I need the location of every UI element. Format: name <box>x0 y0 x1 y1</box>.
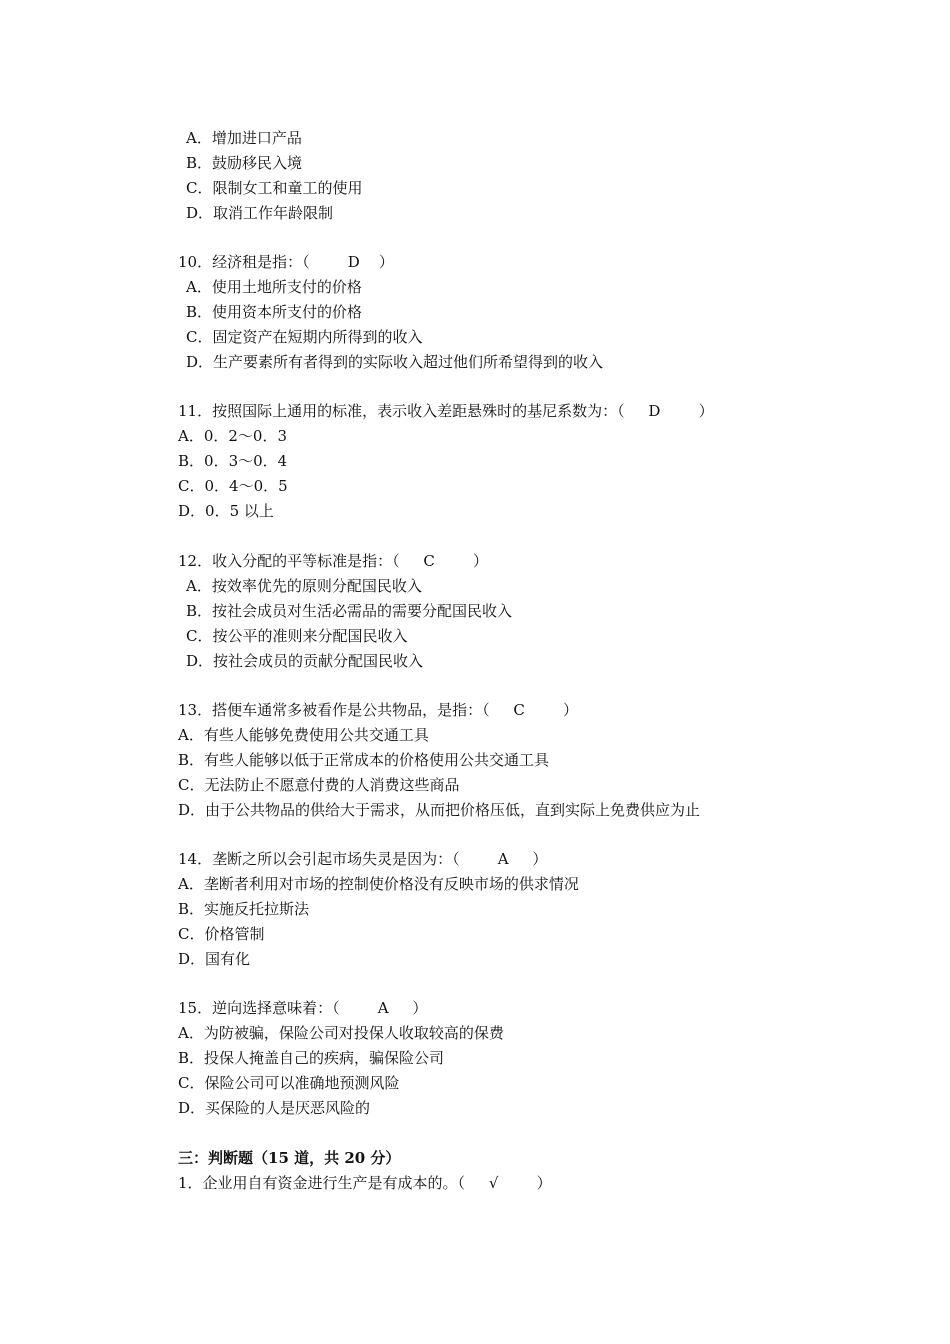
option-line: C．0．4～0．5 <box>178 477 288 495</box>
option-line: A．0．2～0．3 <box>178 427 288 445</box>
option-line: D．国有化 <box>178 950 251 968</box>
option-line: A．有些人能够免费使用公共交通工具 <box>178 726 429 744</box>
question-10: 10．经济租是指：（ D ） <box>178 253 394 271</box>
option-line: D．由于公共物品的供给大于需求，从而把价格压低，直到实际上免费供应为止 <box>178 801 701 819</box>
option-line: C．价格管制 <box>178 925 265 943</box>
option-line: C．无法防止不愿意付费的人消费这些商品 <box>178 776 460 794</box>
option-line: C．固定资产在短期内所得到的收入 <box>186 328 423 346</box>
option-line: B．实施反托拉斯法 <box>178 900 310 918</box>
option-line: D．取消工作年龄限制 <box>186 204 334 222</box>
option-line: D．买保险的人是厌恶风险的 <box>178 1099 371 1117</box>
question-11: 11．按照国际上通用的标准，表示收入差距悬殊时的基尼系数为：（ D ） <box>178 402 714 420</box>
question-14: 14．垄断之所以会引起市场失灵是因为：（ A ） <box>178 850 548 868</box>
option-line: B．投保人掩盖自己的疾病，骗保险公司 <box>178 1049 445 1067</box>
option-line: A．为防被骗，保险公司对投保人收取较高的保费 <box>178 1024 504 1042</box>
question-15: 15．逆向选择意味着：（ A ） <box>178 999 428 1017</box>
question-13: 13．搭便车通常多被看作是公共物品，是指：（ C ） <box>178 701 579 719</box>
question-judge-1: 1．企业用自有资金进行生产是有成本的。（ √ ） <box>178 1174 552 1192</box>
option-line: D．按社会成员的贡献分配国民收入 <box>186 652 424 670</box>
option-line: B．有些人能够以低于正常成本的价格使用公共交通工具 <box>178 751 550 769</box>
option-line: D．0．5 以上 <box>178 502 274 520</box>
option-line: A．增加进口产品 <box>186 129 302 147</box>
option-line: A．按效率优先的原则分配国民收入 <box>186 577 422 595</box>
section-heading: 三：判断题（15 道，共 20 分） <box>178 1149 401 1167</box>
option-line: A．垄断者利用对市场的控制使价格没有反映市场的供求情况 <box>178 875 579 893</box>
option-line: C．保险公司可以准确地预测风险 <box>178 1074 400 1092</box>
option-line: B．鼓励移民入境 <box>186 154 303 172</box>
question-12: 12．收入分配的平等标准是指：（ C ） <box>178 552 489 570</box>
option-line: B．按社会成员对生活必需品的需要分配国民收入 <box>186 602 513 620</box>
option-line: C．限制女工和童工的使用 <box>186 179 363 197</box>
option-line: A．使用土地所支付的价格 <box>186 278 362 296</box>
option-line: D．生产要素所有者得到的实际收入超过他们所希望得到的收入 <box>186 353 604 371</box>
option-line: C．按公平的准则来分配国民收入 <box>186 627 408 645</box>
option-line: B．0．3～0．4 <box>178 452 288 470</box>
option-line: B．使用资本所支付的价格 <box>186 303 363 321</box>
